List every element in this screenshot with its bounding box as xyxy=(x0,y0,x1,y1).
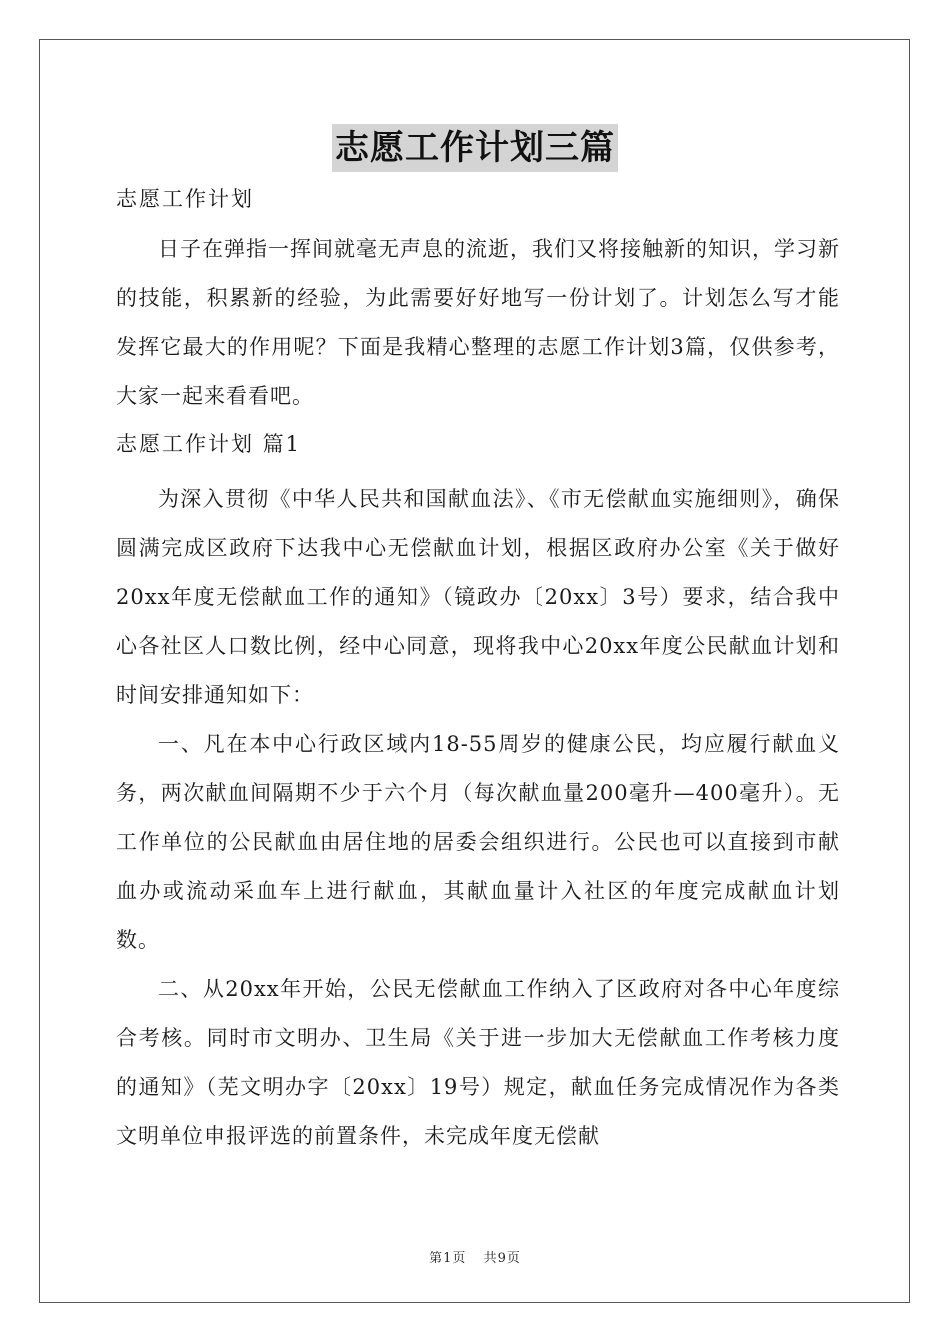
page-number: 第1页 xyxy=(429,1251,467,1266)
body-paragraph: 二、从20xx年开始，公民无偿献血工作纳入了区政府对各中心年度综合考核。同时市文明办、卫生局《关于进一步加大无偿献血工作考核力度的通知》（芜文明办字〔20xx〕19号）规定，献血任务完成情况作为各类文明单位申报评选的前置条件，未完成年度无偿献 xyxy=(116,977,840,1148)
subtitle: 志愿工作计划 xyxy=(116,187,254,211)
document-body xyxy=(116,178,840,1161)
title-container xyxy=(0,124,950,172)
body-paragraph: 为深入贯彻《中华人民共和国献血法》、《市无偿献血实施细则》，确保圆满完成区政府下达我中心无偿献血计划，根据区政府办公室《关于做好20xx年度无偿献血工作的通知》（镜政办〔20xx〕3号）要求，结合我中心各社区人口数比例，经中心同意，现将我中心20xx年度公民献血计划和时间安排通知如下： xyxy=(116,487,840,707)
document-title: 志愿工作计划三篇 xyxy=(332,124,618,172)
page-footer xyxy=(0,1247,950,1266)
page-total: 共9页 xyxy=(483,1251,521,1266)
intro-paragraph: 日子在弹指一挥间就毫无声息的流逝，我们又将接触新的知识，学习新的技能，积累新的经验，为此需要好好地写一份计划了。计划怎么写才能发挥它最大的作用呢？下面是我精心整理的志愿工作计划3篇，仅供参考，大家一起来看看吧。 xyxy=(116,237,840,408)
body-paragraph: 一、凡在本中心行政区域内18-55周岁的健康公民，均应履行献血义务，两次献血间隔期不少于六个月（每次献血量200毫升—400毫升）。无工作单位的公民献血由居住地的居委会组织进行。公民也可以直接到市献血办或流动采血车上进行献血，其献血量计入社区的年度完成献血计划数。 xyxy=(116,732,840,952)
section-heading: 志愿工作计划 篇1 xyxy=(116,432,302,456)
